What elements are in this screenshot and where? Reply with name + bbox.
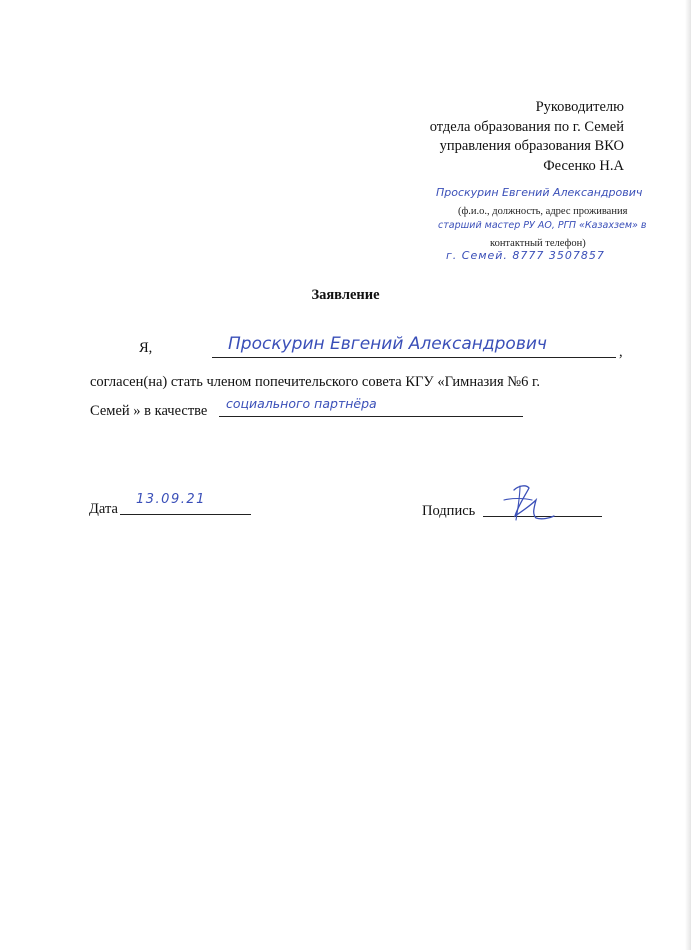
applicant-caption-1: (ф.и.о., должность, адрес проживания bbox=[458, 206, 628, 217]
applicant-position-handwritten: старший мастер РУ АО, РГП «Казахзем» в bbox=[438, 220, 647, 231]
applicant-caption-2: контактный телефон) bbox=[490, 238, 586, 249]
scan-edge bbox=[685, 0, 691, 950]
handwritten-signature bbox=[496, 480, 558, 524]
date-handwritten: 13.09.21 bbox=[136, 492, 206, 507]
body-name-handwritten: Проскурин Евгений Александрович bbox=[228, 334, 547, 354]
addressee-line-3: управления образования ВКО bbox=[439, 138, 624, 154]
addressee-line-4: Фесенко Н.А bbox=[543, 157, 624, 174]
date-underline bbox=[120, 514, 251, 515]
role-underline bbox=[219, 416, 523, 417]
addressee-block bbox=[304, 98, 624, 176]
body-comma: , bbox=[619, 344, 623, 360]
applicant-phone-handwritten: г. Семей. 8777 3507857 bbox=[446, 249, 605, 262]
body-line-3-prefix: Семей » в качестве bbox=[90, 403, 208, 419]
body-role-handwritten: социального партнёра bbox=[226, 396, 377, 411]
addressee-line-1: Руководителю bbox=[535, 99, 624, 115]
body-line-2: согласен(на) стать членом попечительского совета КГУ «Гимназия №6 г. bbox=[90, 374, 540, 390]
signature-label: Подпись bbox=[422, 503, 476, 519]
body-ya: Я, bbox=[139, 340, 153, 356]
applicant-name-handwritten: Проскурин Евгений Александрович bbox=[436, 186, 643, 199]
date-label: Дата bbox=[89, 501, 118, 517]
addressee-line-2: отдела образования по г. Семей bbox=[429, 118, 624, 135]
document-title: Заявление bbox=[311, 287, 380, 303]
name-underline bbox=[212, 357, 616, 358]
